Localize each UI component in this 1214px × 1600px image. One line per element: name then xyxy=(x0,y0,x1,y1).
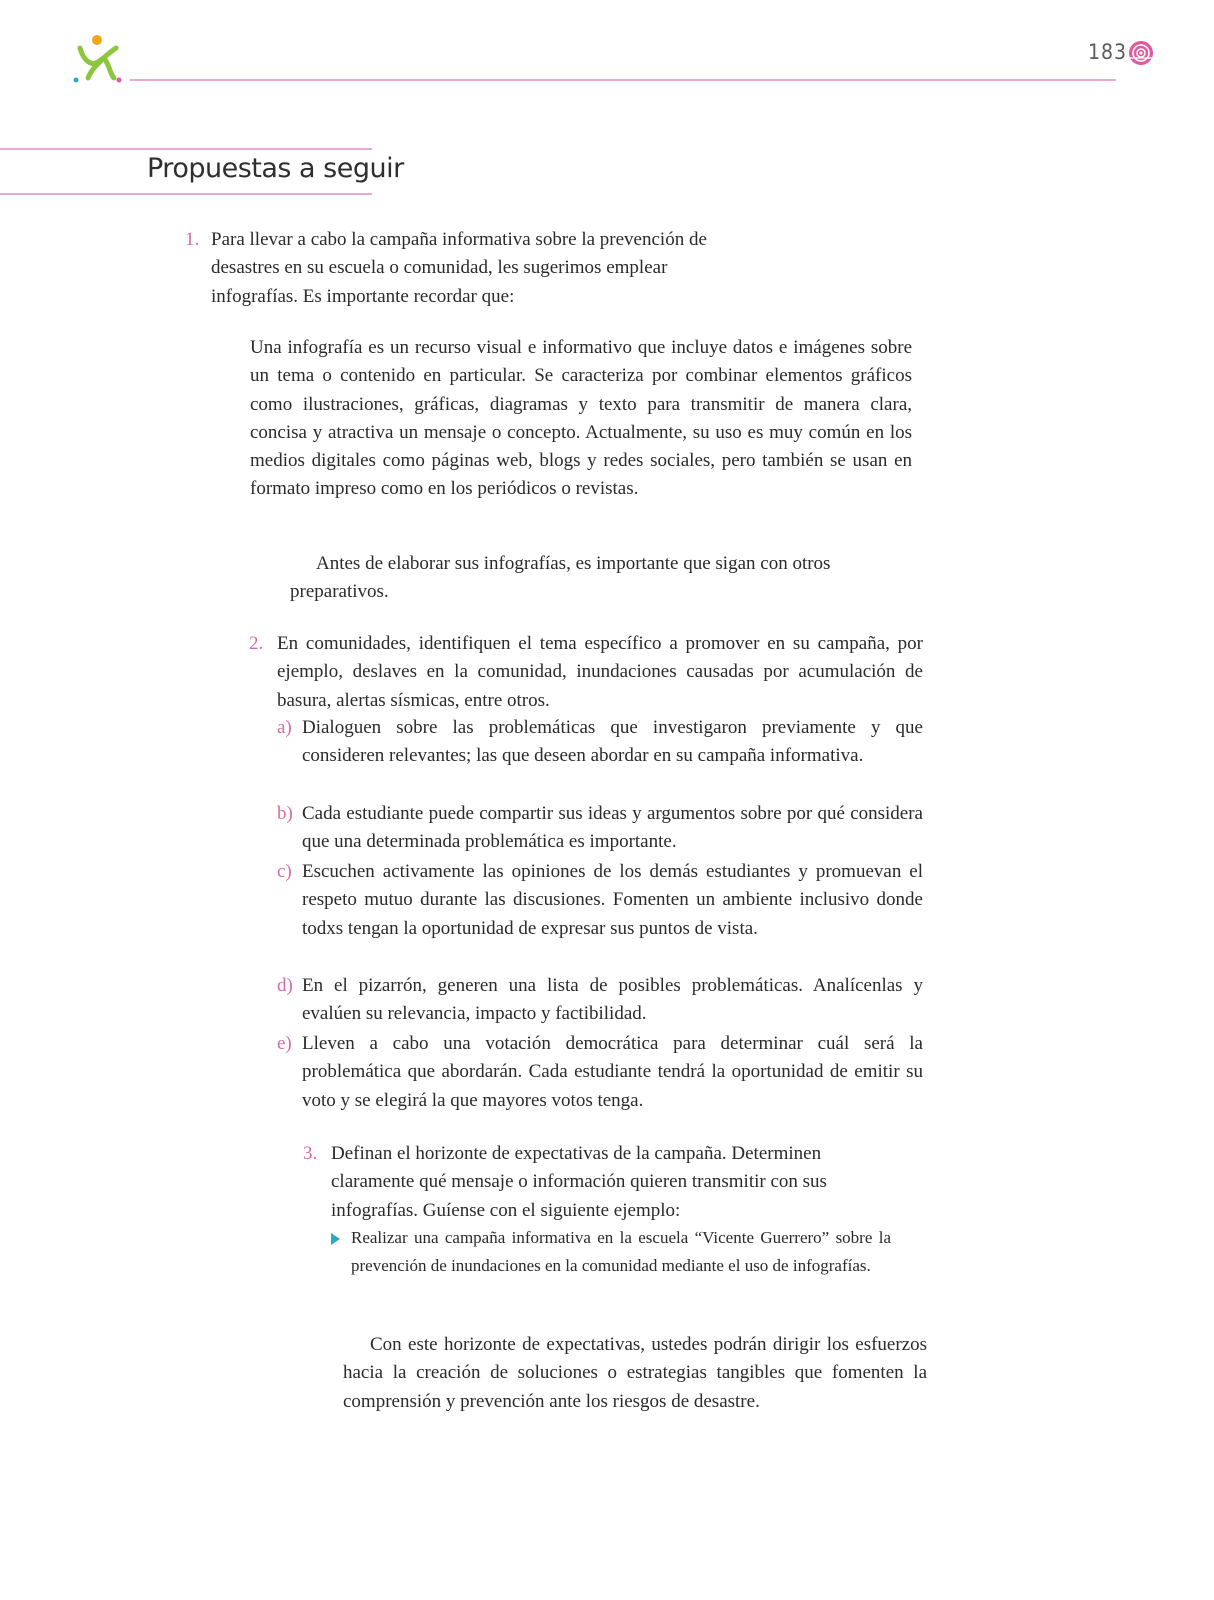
subitem-text: Escuchen activamente las opiniones de los demás estudiantes y promuevan el respeto mutuo durante las discusiones. Fomenten un ambiente inclusivo donde todxs tengan la oportunidad de expresar sus puntos de vista. xyxy=(302,861,923,939)
before-paragraph: Antes de elaborar sus infografías, es importante que sigan con otros preparativos. xyxy=(290,553,831,603)
item-2-text: En comunidades, identifiquen el tema específico a promover en su campaña, por ejemplo, deslaves en la comunidad, inundaciones causadas por acumulación de basura, alertas sísmicas, entre otros. xyxy=(277,633,923,711)
subitem-text: Cada estudiante puede compartir sus ideas y argumentos sobre por qué considera que una determinada problemática es importante. xyxy=(302,803,923,853)
subitem-marker: e) xyxy=(277,1033,292,1054)
item-3-text: Definan el horizonte de expectativas de la campaña. Determinen claramente qué mensaje o información quieren transmitir con sus infografías. Guíense con el siguiente ejemplo: xyxy=(331,1143,827,1221)
subitem-text: Dialoguen sobre las problemáticas que investigaron previamente y que consideren relevantes; las que deseen abordar en su campaña informativa. xyxy=(302,717,923,767)
title-rule-bottom xyxy=(0,193,372,195)
section-title: Propuestas a seguir xyxy=(147,153,404,184)
header-rule xyxy=(130,79,1116,81)
subitem-text: En el pizarrón, generen una lista de posibles problemáticas. Analícenlas y evalúen su relevancia, impacto y factibilidad. xyxy=(302,975,923,1025)
figure-logo-icon xyxy=(70,32,126,86)
title-rule-top xyxy=(0,148,372,150)
subitem-b xyxy=(277,800,923,857)
subitem-text: Lleven a cabo una votación democrática para determinar cuál será la problemática que abordarán. Cada estudiante tendrá la oportunidad de emitir su voto y se elegirá la que mayores votos tenga. xyxy=(302,1033,923,1111)
subitem-marker: c) xyxy=(277,861,292,882)
example-bullet xyxy=(331,1224,891,1280)
item-number: 2. xyxy=(249,633,264,654)
bullet-text: Realizar una campaña informativa en la escuela “Vicente Guerrero” sobre la prevención de inundaciones en la comunidad mediante el uso de infografías. xyxy=(351,1228,891,1275)
subitem-d xyxy=(277,972,923,1029)
triangle-bullet-icon xyxy=(331,1233,340,1245)
subitem-marker: b) xyxy=(277,803,293,824)
page-number: 183 xyxy=(1088,40,1128,64)
item-1-text: Para llevar a cabo la campaña informativa sobre la prevención de desastres en su escuela o comunidad, les sugerimos emplear infografías. Es importante recordar que: xyxy=(211,229,707,307)
definition-paragraph: Una infografía es un recurso visual e informativo que incluye datos e imágenes sobre un tema o contenido en particular. Se caracteriza por combinar elementos gráficos como ilustraciones, gráficas, diagramas y texto para transmitir de manera clara, concisa y atractiva un mensaje o concepto. Actualmente, su uso es muy común en los medios digitales como páginas web, blogs y redes sociales, pero también se usan en formato impreso como en los periódicos o revistas. xyxy=(250,337,912,500)
closing-paragraph: Con este horizonte de expectativas, ustedes podrán dirigir los esfuerzos hacia la creación de soluciones o estrategias tangibles que fomenten la comprensión y prevención ante los riesgos de desastre. xyxy=(343,1334,927,1412)
subitem-c xyxy=(277,858,923,943)
subitem-marker: d) xyxy=(277,975,293,996)
subitem-marker: a) xyxy=(277,717,292,738)
item-number: 1. xyxy=(185,229,200,250)
subitem-a xyxy=(277,714,923,771)
item-number: 3. xyxy=(303,1143,318,1164)
subitem-e xyxy=(277,1030,923,1115)
pink-rose-ornament-icon xyxy=(1126,38,1156,68)
